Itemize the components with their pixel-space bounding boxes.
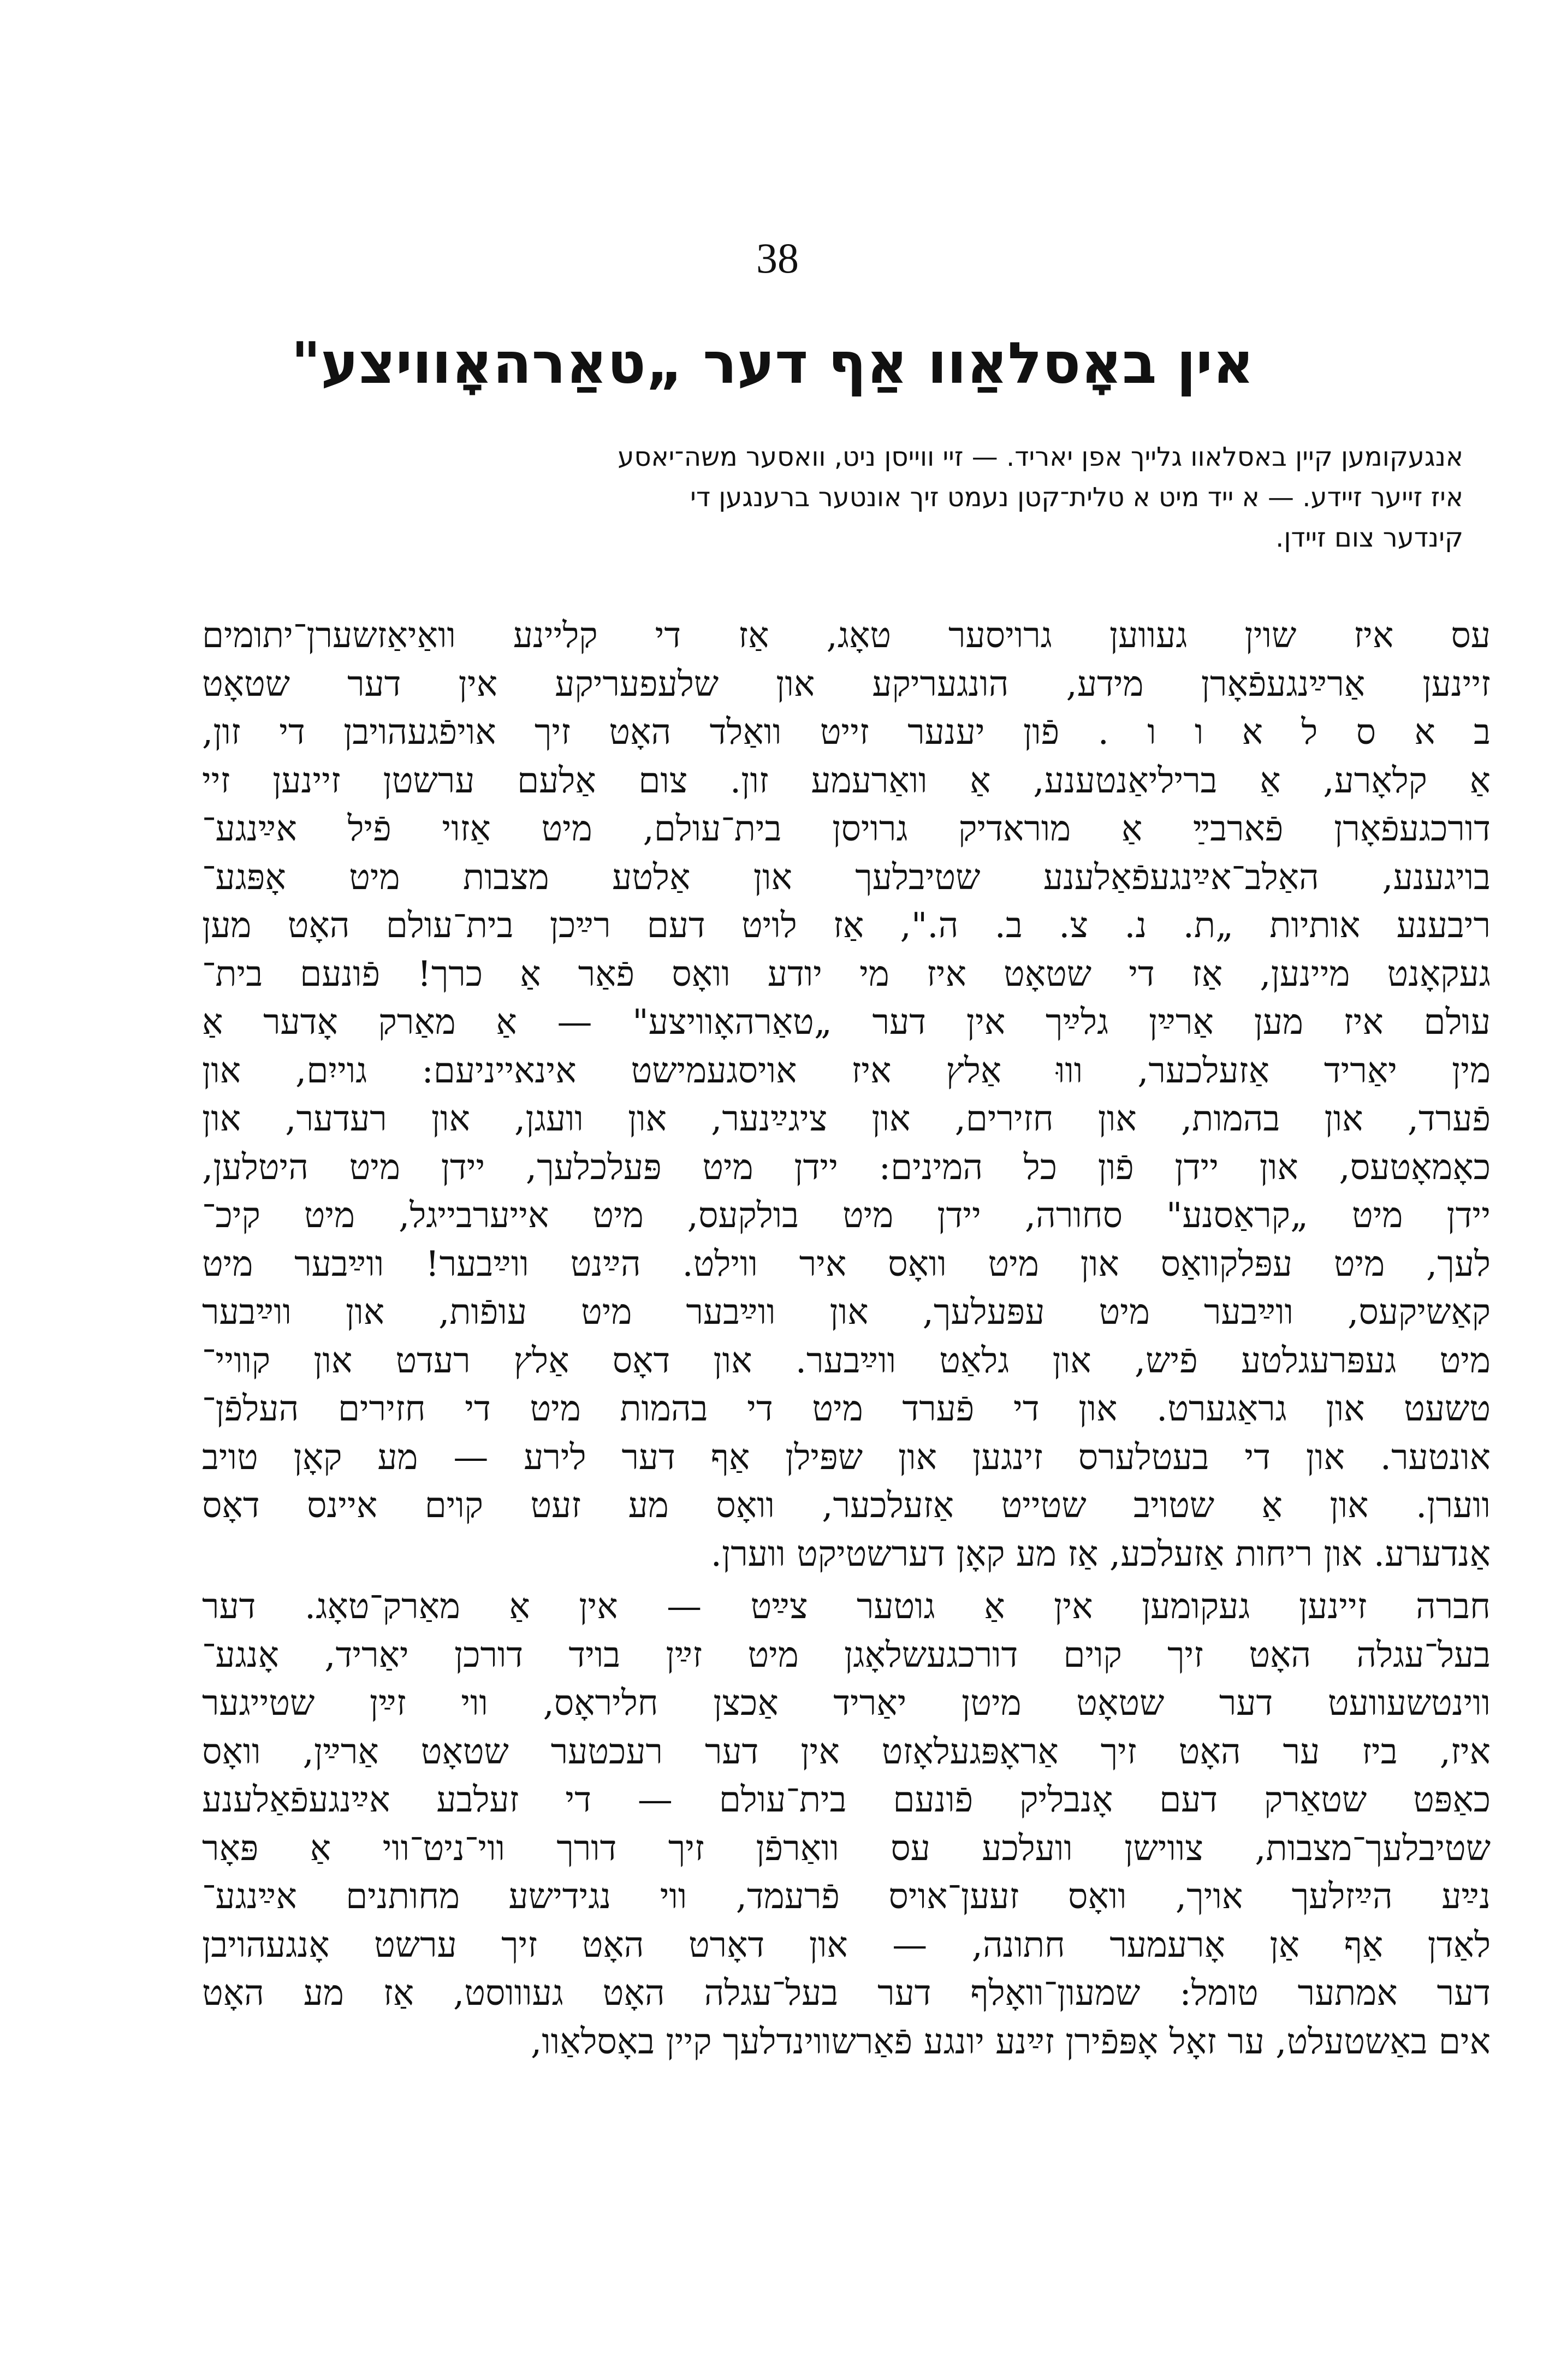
text-line: חברה זיינען געקומען אין אַ גוטער צײַט — אין אַ מאַרק־טאָג. דער xyxy=(202,1586,1491,1627)
text-line: עולם איז מען אַרײַן גלײַך אין דער „טאַרהאָוויצע" — אַ מאַרק אָדער אַ xyxy=(202,1002,1491,1043)
chapter-summary xyxy=(229,437,1463,558)
text-line: ווינטשעוועט דער שטאָט מיטן יאַריד אַכצן חליראָס, ווי זײַן שטייגער xyxy=(202,1683,1491,1724)
summary-line: איז זייער זיידע. — א ייד מיט א טלית־קטן נעמט זיך אונטער ברענגען די xyxy=(690,482,1463,513)
body-text xyxy=(202,612,1491,2066)
text-line: קאַשיקעס, ווײַבער מיט עפּעלעך, און ווײַבער מיט עופֿות, און ווײַבער xyxy=(202,1292,1491,1333)
text-line: ב א ס ל א ו ו . פֿון יענער זייט וואַלד האָט זיך אויפֿגעהויבן די זון, xyxy=(202,712,1491,753)
text-line: דורכגעפֿאָרן פֿארבײַ אַ מוראדיק גרויסן בית־עולם, מיט אַזוי פֿיל אײַנגע־ xyxy=(202,809,1491,849)
text-line: בויגענע, האַלב־אײַנגעפֿאַלענע שטיבלעך און אַלטע מצבות מיט אָפּגע־ xyxy=(202,857,1491,898)
paragraph-1 xyxy=(202,612,1491,1578)
text-line: אונטער. און די בעטלערס זינגען און שפּילן אַף דער לירע — מע קאָן טויב xyxy=(202,1437,1491,1478)
text-line: אים באַשטעלט, ער זאָל אָפּפֿירן זײַנע יונגע פֿאַרשווינדלעך קיין באָסלאַוו, xyxy=(530,2021,1491,2062)
chapter-title: אין באָסלאַוו אַף דער „טאַרהאָוויצע" xyxy=(291,330,1254,396)
text-line: ריבענע אותיות „ת. נ. צ. ב. ה.", אַז לויט דעם רײַכן בית־עולם האָט מען xyxy=(202,905,1491,946)
text-line: מין יאַריד אַזעלכער, וווּ אַלץ איז אויסגעמישט אינאייניעם: גוייִם, און xyxy=(202,1050,1491,1091)
text-line: זיינען אַרײַנגעפֿאָרן מידע, הונגעריקע און שלעפעריקע אין דער שטאָט xyxy=(202,664,1491,704)
text-line: בעל־עגלה האָט זיך קוים דורכגעשלאָגן מיט זײַן בויד דורכן יאַריד, אָנגע־ xyxy=(202,1635,1491,1676)
text-line: כאַפּט שטאַרק דעם אָנבליק פֿונעם בית־עולם — די זעלבע אײַנגעפֿאַלענע xyxy=(202,1780,1491,1820)
page-number: 38 xyxy=(756,234,799,282)
summary-line: אנגעקומען קיין באסלאוו גלייך אפן יאריד. — זיי ווייסן ניט, וואסער משה־יאסע xyxy=(618,442,1463,472)
paragraph-2 xyxy=(202,1583,1491,2066)
text-line: דער אמתער טומל: שמעון־וואָלף דער בעל־עגלה האָט געוווסט, אַז מע האָט xyxy=(202,1973,1491,2014)
text-line: איז, ביז ער האָט זיך אַראָפּגעלאָזט אין דער רעכטער שטאָט אַרײַן, וואָס xyxy=(202,1731,1491,1772)
summary-line: קינדער צום זיידן. xyxy=(1275,523,1463,553)
text-line: נײַע הײַזלעך אויך, וואָס זעען־אויס פֿרעמד, ווי נגידישע מחותנים אײַנגע־ xyxy=(202,1876,1491,1917)
text-line: געקאָנט מיינען, אַז די שטאָט איז מי יודע וואָס פֿאַר אַ כרך! פֿונעם בית־ xyxy=(202,954,1491,994)
text-line: ווערן. און אַ שטויב שטייט אַזעלכער, וואָס מע זעט קוים איינס דאָס xyxy=(202,1485,1491,1526)
text-line: אַנדערע. און ריחות אַזעלכע, אַז מע קאָן דערשטיקט ווערן. xyxy=(710,1534,1491,1574)
text-line: פֿערד, און בהמות, און חזירים, און ציגײַנער, און וועגן, און רעדער, און xyxy=(202,1099,1491,1139)
text-line: יידן מיט „קראַסנע" סחורה, יידן מיט בולקעס, מיט אייערבייגל, מיט קיכ־ xyxy=(202,1195,1491,1236)
text-line: אַ קלאָרע, אַ בריליאַנטענע, אַ וואַרעמע זון. צום אַלעם ערשטן זיינען זיי xyxy=(202,760,1491,801)
text-line: טשעט און גראַגערט. און די פֿערד מיט די בהמות מיט די חזירים העלפֿן־ xyxy=(202,1389,1491,1429)
text-line: כאָמאָטעס, און יידן פֿון כל המינים: יידן מיט פּעלכלעך, יידן מיט היטלען, xyxy=(202,1147,1491,1188)
text-line: שטיבלעך־מצבות, צווישן וועלכע עס וואַרפֿן זיך דורך ווי־ניט־ווי אַ פּאָר xyxy=(202,1828,1491,1869)
text-line: מיט געפּרעגלטע פֿיש, און גלאַט ווײַבער. און דאָס אַלץ רעדט און קוויי־ xyxy=(202,1340,1491,1381)
text-line: לאַדן אַף אַן אָרעמער חתונה, — און דאָרט האָט זיך ערשט אָנגעהויבן xyxy=(202,1925,1491,1965)
text-line: לעך, מיט עפּלקוואַס און מיט וואָס איר ווילט. הײַנט ווײַבער! ווײַבער מיט xyxy=(202,1244,1491,1284)
text-line: עס איז שוין געווען גרויסער טאָג, אַז די קליינע וואַיאַזשערן־יתומים xyxy=(202,615,1491,656)
